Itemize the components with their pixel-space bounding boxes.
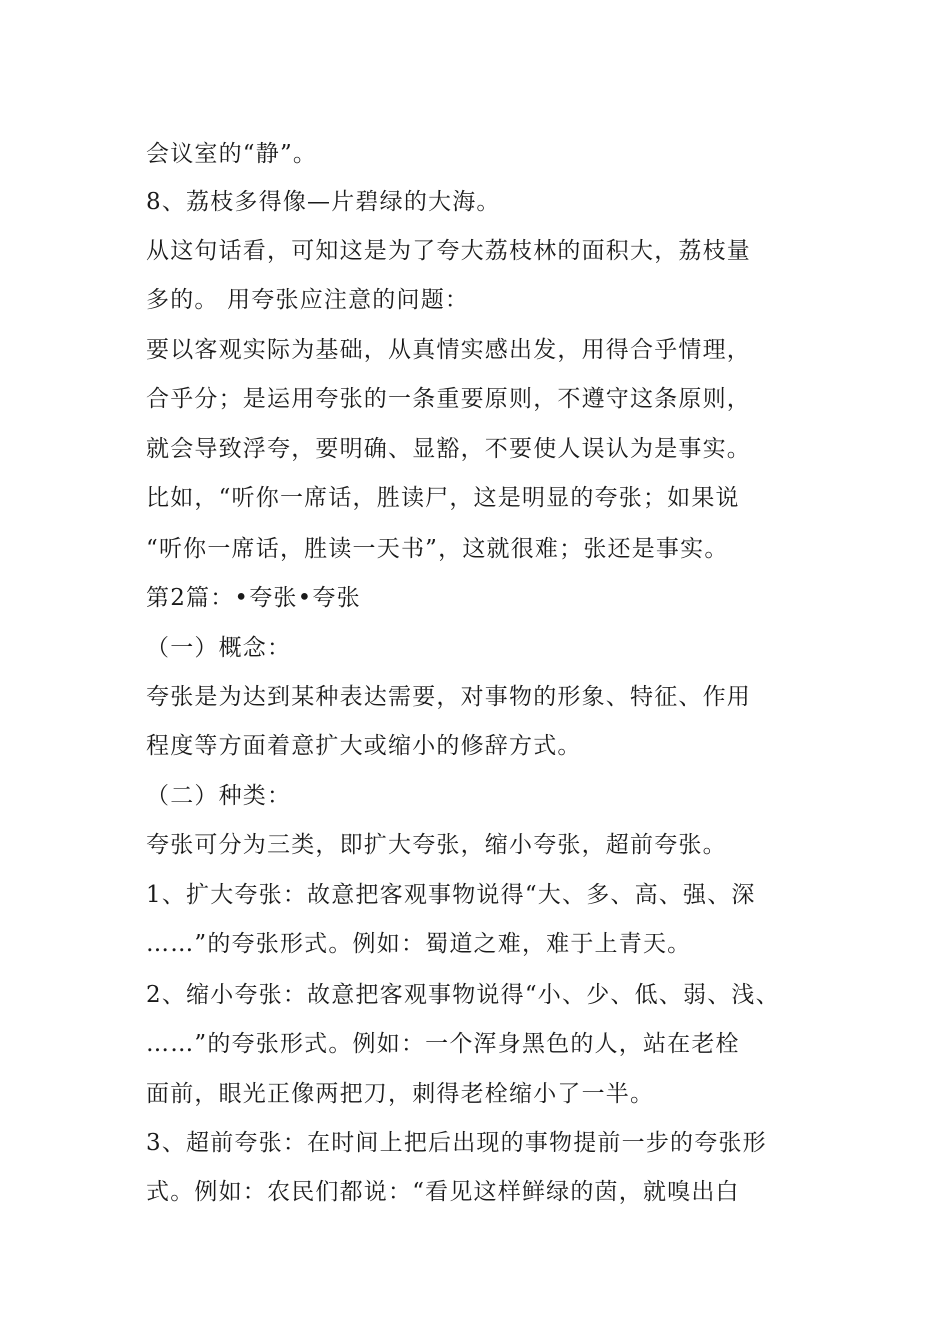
text-line: （一）概念： xyxy=(146,635,292,661)
text-line: 夸张是为达到某种表达需要，对事物的形象、特征、作用 xyxy=(146,684,751,710)
section-heading: 第2篇：•夸张•夸张 xyxy=(146,585,361,611)
text-line: （二）种类： xyxy=(146,783,292,809)
text-line: 1、扩大夸张：故意把客观事物说得“大、多、高、强、深 xyxy=(146,882,756,908)
text-line: 8、荔枝多得像—片碧绿的大海。 xyxy=(146,189,501,215)
text-line: 2、缩小夸张：故意把客观事物说得“小、少、低、弱、浅、 xyxy=(146,982,780,1008)
text-line: 多的。 用夸张应注意的问题： xyxy=(146,287,470,313)
text-line: 3、超前夸张：在时间上把后出现的事物提前一步的夸张形 xyxy=(146,1130,767,1156)
text-line: ……”的夸张形式。例如：一个浑身黑色的人，站在老栓 xyxy=(146,1031,740,1057)
text-line: 从这句话看，可知这是为了夸大荔枝林的面积大，荔枝量 xyxy=(146,238,751,264)
text-line: 式。例如：农民们都说：“看见这样鲜绿的茵，就嗅出白 xyxy=(146,1179,740,1205)
text-line: 合乎分；是运用夸张的一条重要原则，不遵守这条原则， xyxy=(146,386,751,412)
text-line: 面前，眼光正像两把刀，刺得老栓缩小了一半。 xyxy=(146,1081,655,1107)
text-line: 夸张可分为三类，即扩大夸张，缩小夸张，超前夸张。 xyxy=(146,832,727,858)
text-line: 比如，“听你一席话，胜读尸，这是明显的夸张；如果说 xyxy=(146,485,740,511)
text-line: 要以客观实际为基础，从真情实感出发，用得合乎情理， xyxy=(146,337,751,363)
text-line: ……”的夸张形式。例如：蜀道之难，难于上青天。 xyxy=(146,931,692,957)
text-line: 程度等方面着意扩大或缩小的修辞方式。 xyxy=(146,733,582,759)
text-line: 会议室的“静”。 xyxy=(146,141,318,167)
text-line: 就会导致浮夸，要明确、显豁，不要使人误认为是事实。 xyxy=(146,436,751,462)
text-line: “听你一席话，胜读一天书”，这就很难；张还是事实。 xyxy=(146,536,729,562)
